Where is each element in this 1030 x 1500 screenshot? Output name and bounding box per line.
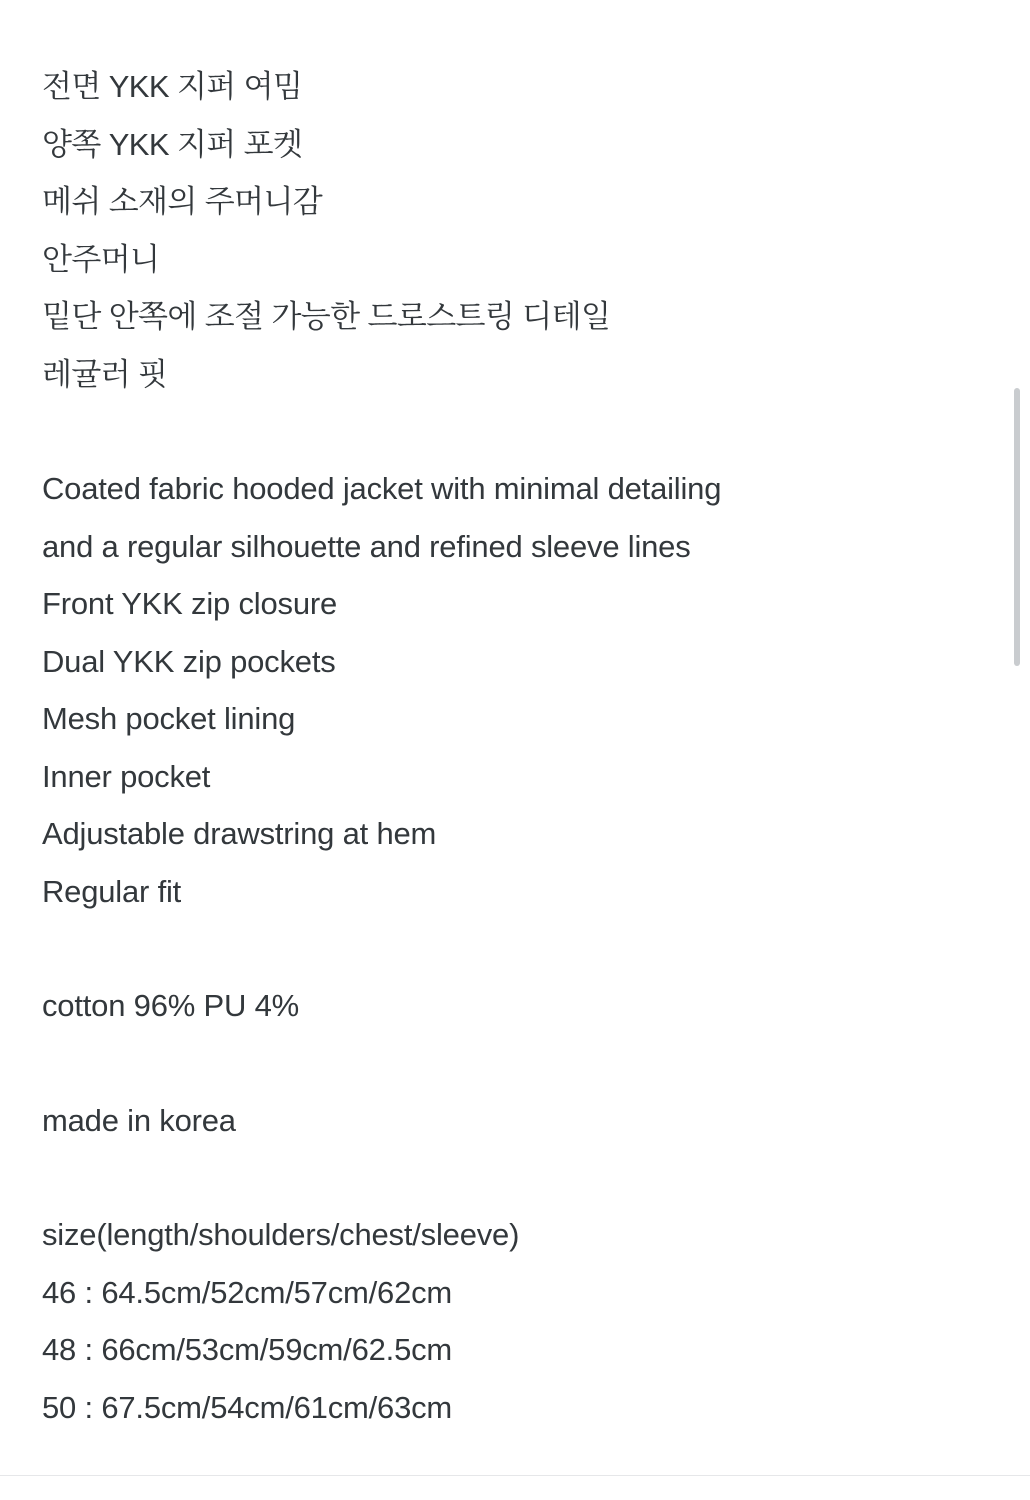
list-item: Coated fabric hooded jacket with minimal detailing [42, 471, 722, 506]
list-item: 양쪽 YKK 지퍼 포켓 [42, 126, 303, 162]
section-spacer [42, 920, 990, 977]
list-item: and a regular silhouette and refined sleeve lines [42, 528, 691, 564]
origin-text: made in korea [42, 1102, 236, 1138]
list-item: Adjustable drawstring at hem [42, 816, 437, 851]
size-section [42, 1206, 990, 1436]
origin-section [42, 1092, 990, 1150]
korean-feature-list [42, 58, 990, 403]
list-item: Inner pocket [42, 758, 211, 794]
bottom-strip [0, 1476, 1030, 1500]
list-item: 밑단 안쪽에 조절 가능한 드로스트링 디테일 [42, 299, 611, 334]
composition-text: cotton 96% PU 4% [42, 988, 300, 1023]
size-heading: size(length/shoulders/chest/sleeve) [42, 1217, 520, 1252]
size-row: 50 : 67.5cm/54cm/61cm/63cm [42, 1389, 453, 1425]
list-item: Regular fit [42, 873, 182, 909]
section-spacer [42, 1149, 990, 1206]
scrollbar[interactable] [1016, 0, 1026, 1500]
list-item: 레귤러 핏 [42, 356, 168, 392]
scrollbar-thumb[interactable] [1014, 388, 1020, 666]
list-item: 메쉬 소재의 주머니감 [42, 184, 323, 219]
list-item: Dual YKK zip pockets [42, 643, 336, 679]
composition-section [42, 977, 990, 1035]
list-item: Mesh pocket lining [42, 701, 296, 736]
section-spacer [42, 1035, 990, 1092]
size-row: 48 : 66cm/53cm/59cm/62.5cm [42, 1332, 453, 1367]
section-spacer [42, 403, 990, 460]
size-row: 46 : 64.5cm/52cm/57cm/62cm [42, 1274, 453, 1310]
list-item: 안주머니 [42, 241, 160, 277]
list-item: Front YKK zip closure [42, 586, 338, 621]
list-item: 전면 YKK 지퍼 여밈 [42, 69, 303, 104]
english-feature-list [42, 460, 990, 920]
